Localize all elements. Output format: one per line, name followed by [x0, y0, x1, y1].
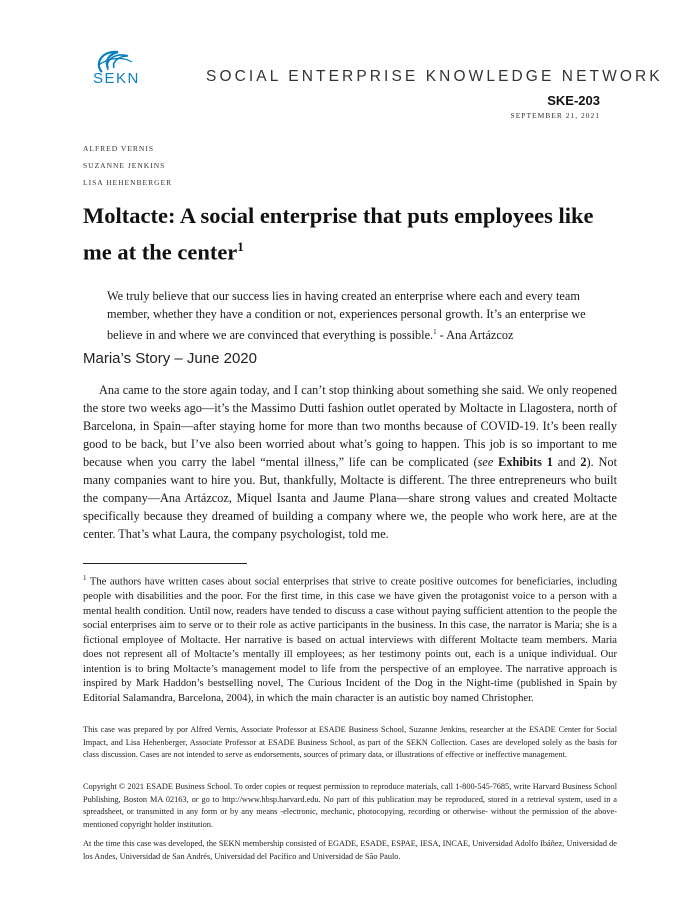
case-date: SEPTEMBER 21, 2021 — [510, 111, 600, 120]
story-text-part2: ). Not many companies want to hire you. But, thankfully, Moltacte is different. The three entrepreneurs who built the company—Ana Artázcoz, Miquel Isanta and Jaume Plana—share strong values and created Moltacte specifically because they dreamed of building a company where we, the people who work here, are at the center. That’s what Laura, the company psychologist, told me. — [83, 455, 617, 541]
see-reference: see — [477, 455, 494, 469]
author-name: ALFRED VERNIS — [83, 144, 154, 153]
and-text: and — [552, 455, 581, 469]
membership-note: At the time this case was developed, the SEKN membership consisted of EGADE, ESADE, ESPAE, IESA, INCAE, Universidad Adolfo Ibáñez, Universidad de los Andes, Universidad de San Andrés, Universidad del Pacífico and Universidad de São Paulo. — [83, 839, 617, 861]
exhibit-1-reference: Exhibits 1 — [498, 455, 553, 469]
footnote-marker: 1 — [83, 574, 87, 582]
section-heading: Maria’s Story – June 2020 — [83, 350, 257, 367]
story-paragraph — [83, 381, 617, 543]
footnote-text: The authors have written cases about social enterprises that strive to create positive outcomes for beneficiaries, including people with disabilities and the poor. For the first time, in this case we have given the protagonist voice to a person with a mental health condition. Until now, readers have tended to discuss a case without paying sufficient attention to the people the social enterprises aim to serve or to their role as active participants in the business. In this case, the narrator is Maria; she is a fictional employee of Moltacte. Her narrative is based on actual interviews with different Moltacte team members. Maria does not represent all of Moltacte’s mentally ill employees; as her testimony points out, each is a unique individual. Our intention is to bring Moltacte’s management model to life from the perspective of an employee. The narrative approach is inspired by Mark Haddon’s bestselling novel, The Curious Incident of the Dog in the Night-time (published in Spain by Editorial Salamandra, Barcelona, 2004), in which the main character is an autistic boy named Christopher. — [83, 576, 617, 704]
copyright-note: Copyright © 2021 ESADE Business School. To order copies or request permission to reproduce materials, call 1-800-545-7685, write Harvard Business School Publishing, Boston MA 02163, or go to http://www.hbsp.harvard.edu. No part of this publication may be reproduced, stored in a retrieval system, used in a spreadsheet, or transmitted in any form or by any means -electronic, mechanic, photocopying, recording or otherwise- without the permission of the above-mentioned copyright holder institution. — [83, 782, 617, 829]
epigraph-quote — [107, 287, 607, 344]
case-title-text: Moltacte: A social enterprise that puts employees like me at the center — [83, 203, 594, 265]
author-name: LISA HEHENBERGER — [83, 178, 173, 187]
preparation-note: This case was prepared by por Alfred Vernis, Associate Professor at ESADE Business School, Suzanne Jenkins, researcher at the ESADE Center for Social Impact, and Lisa Hehenberger, Associate Professor at ESADE Business School, as part of the SEKN Collection. Cases are developed solely as the basis for class discussion. Cases are not intended to serve as endorsements, sources of primary data, or illustrations of effective or ineffective management. — [83, 725, 617, 759]
author-list — [83, 140, 172, 191]
epigraph-attribution: - Ana Artázcoz — [436, 328, 514, 343]
case-title — [83, 200, 623, 268]
case-code: SKE-203 — [547, 93, 600, 108]
epigraph-footnote-marker: 1 — [433, 328, 437, 336]
footnote — [83, 571, 617, 706]
logo-text: SEKN — [93, 70, 140, 87]
title-footnote-marker: 1 — [237, 239, 244, 254]
network-name: SOCIAL ENTERPRISE KNOWLEDGE NETWORK — [206, 68, 663, 85]
footnote-divider — [83, 563, 247, 564]
story-text-part1: Ana came to the store again today, and I can’t stop thinking about something she said. We only reopened the store two weeks ago—it’s the Massimo Dutti fashion outlet operated by Moltacte in Llagostera, north of Barcelona, in Spain—after staying home for more than two months because of COVID-19. It’s been really good to be back, but I’ve also been worried about what’s going to happen. This job is so important to me because when you carry the label “mental illness,” life can be complicated ( — [83, 383, 617, 469]
epigraph-text: We truly believe that our success lies in having created an enterprise where each and every team member, whether they have a condition or not, experiences personal growth. It’s an enterprise we believe in and where we are convinced that everything is possible. — [107, 289, 586, 343]
author-name: SUZANNE JENKINS — [83, 161, 166, 170]
exhibit-2-reference: 2 — [580, 455, 587, 469]
